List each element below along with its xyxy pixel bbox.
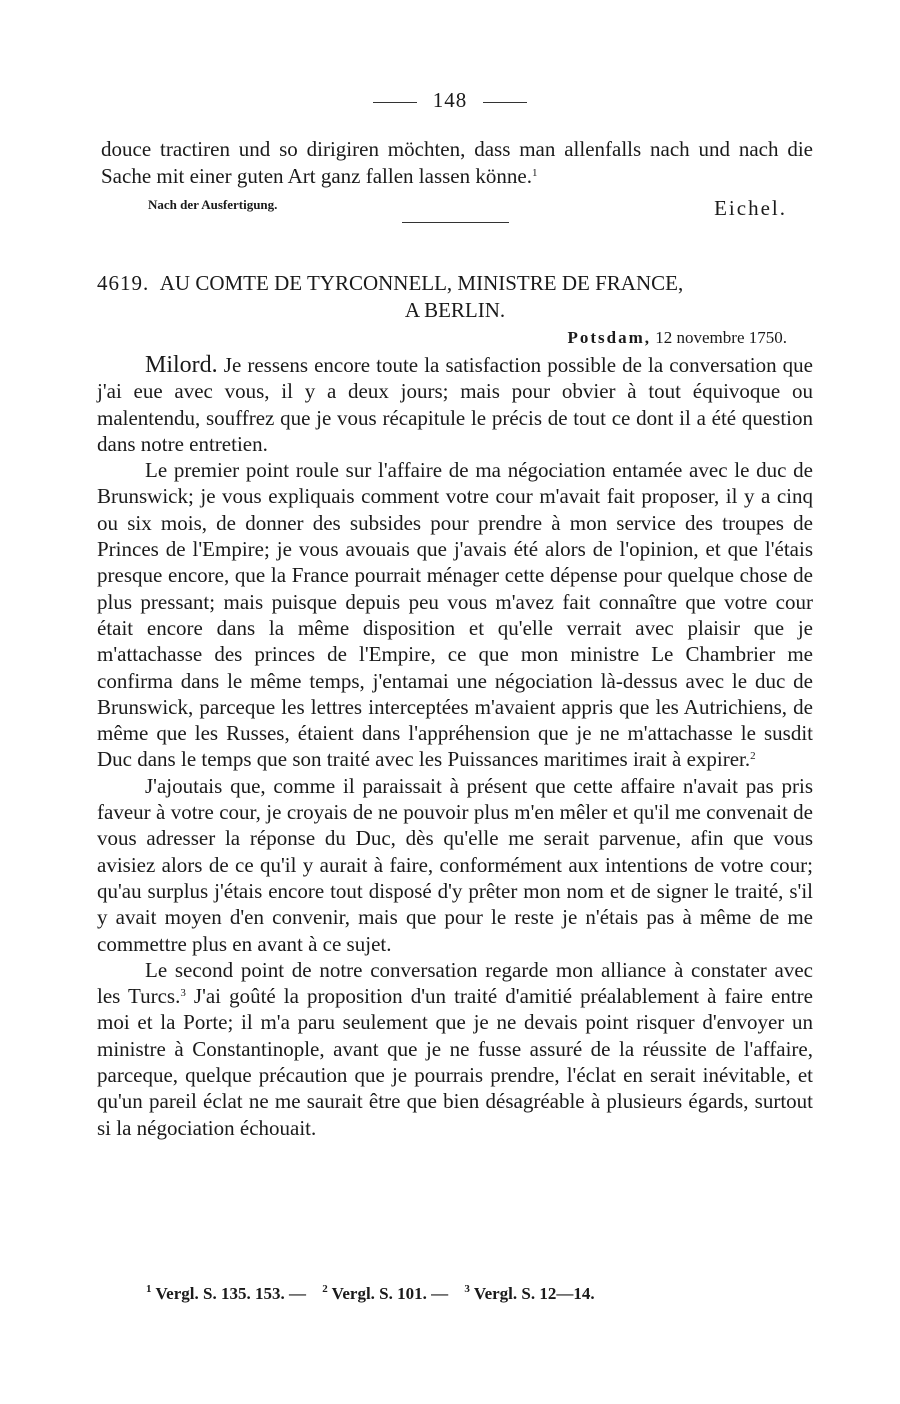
footnote-1 — [146, 1284, 312, 1303]
page-number-dash-left — [373, 102, 417, 103]
letter-body — [97, 352, 813, 1141]
footnote-1-text: Vergl. S. 135. 153. — — [155, 1284, 306, 1303]
footnote-2-mark: 2 — [322, 1283, 328, 1295]
paragraph-2-text: Le premier point roule sur l'affaire de ma négociation entamée avec le duc de Brunswick; je vous expliquais comment votre cour m'avait fait proposer, il y a cinq ou six mois, de donner des subsides pour prendre à mon service des troupes de Princes de l'Empire; je vous avouais que j'avais été alors de l'opinion, et que l'étais presque encore, que la France pourrait ménager cette dépense pour quelque chose de plus pressant; mais puisque depuis peu vous m'avez fait connaître que votre cour était encore dans la même disposition et qu'elle verrait avec plaisir que je m'attachasse des princes de l'Empire, ce que mon ministre Le Chambrier me confirma dans le même temps, j'entamai une négociation là-dessus avec le duc de Brunswick, parceque les lettres interceptées m'avaient appris que les Autrichiens, de même que les Russes, étaient dans l'appréhension que je ne m'attachasse le susdit Duc dans le temps que son traité avec les Puissances maritimes irait à expirer. — [97, 458, 813, 772]
salutation: Milord. — [145, 352, 218, 378]
footnote-ref-1: 1 — [531, 167, 538, 179]
dateline — [567, 328, 787, 348]
footnote-1-mark: 1 — [146, 1283, 152, 1295]
dateline-place: Potsdam, — [567, 328, 652, 347]
paragraph-4-text: Le second point de notre conversation regarde mon alliance à constater avec les Turcs. — [97, 957, 813, 1009]
footnote-ref-3: 3 — [180, 987, 186, 1000]
paragraph-1-text: Je ressens encore toute la satisfaction possible de la conversation que j'ai eue avec vous, il y a deux jours; mais pour obvier à tout équivoque ou malentendu, souffrez que je vous récapitule le précis de tout ce dont il a été question dans notre entretien. — [97, 353, 814, 456]
carryover-paragraph: douce tractiren und so dirigiren möchten, dass man allenfalls nach und nach die Sache mit einer guten Art ganz fallen lassen könne. — [101, 137, 813, 188]
dateline-date: 12 novembre 1750. — [655, 328, 787, 347]
carryover-text — [101, 136, 813, 190]
source-note: Nach der Ausfertigung. — [148, 197, 278, 212]
page-number-dash-right — [483, 102, 527, 103]
signature: Eichel. — [714, 196, 787, 220]
footnote-ref-2: 2 — [750, 750, 756, 763]
footnote-3-text: Vergl. S. 12—14. — [473, 1284, 595, 1303]
paragraph-4 — [97, 957, 813, 1141]
letter-number: 4619. — [97, 271, 150, 295]
section-divider — [402, 222, 509, 223]
footnote-2-text: Vergl. S. 101. — — [331, 1284, 449, 1303]
footnote-3 — [464, 1284, 600, 1303]
footnote-3-mark: 3 — [464, 1283, 470, 1295]
letter-heading — [97, 270, 813, 324]
paragraph-1 — [97, 352, 813, 457]
heading-line-2: A BERLIN. — [404, 298, 506, 322]
heading-line-1: AU COMTE DE TYRCONNELL, MINISTRE DE FRANCE, — [159, 271, 684, 295]
page-number-line — [0, 88, 900, 113]
paragraph-4-continuation: J'ai goûté la proposition d'un traité d'amitié préalablement à faire entre moi et la Porte; il m'a paru seulement que je ne devais point risquer d'envoyer un ministre à Constantinople, avant que je ne fusse assuré de la réussite de l'affaire, parceque, quelque précaution que je pourrais prendre, l'éclat en serait inévitable, et qu'un pareil éclat ne me saurait être que bien désagréable à plusieurs égards, surtout si la négociation échouait. — [97, 984, 813, 1140]
page-number: 148 — [432, 88, 468, 112]
footnotes — [146, 1284, 607, 1304]
footnote-2 — [322, 1284, 454, 1303]
paragraph-2 — [97, 457, 813, 773]
paragraph-3 — [97, 773, 813, 957]
paragraph-3-text: J'ajoutais que, comme il paraissait à présent que cette affaire n'avait pas pris faveur à votre cour, je croyais de ne pouvoir plus m'en mêler et qu'il me convenait de vous adresser la réponse du Duc, dès qu'elle me serait parvenue, afin que vous avisiez alors de ce qu'il y aurait à faire, conformément aux intentions de votre cour; qu'au surplus j'étais encore tout disposé d'y prêter mon nom et de signer le traité, s'il y avait moyen d'en convenir, mais que pour le reste je n'étais pas à même de me commettre plus en avant à ce sujet. — [97, 773, 813, 956]
